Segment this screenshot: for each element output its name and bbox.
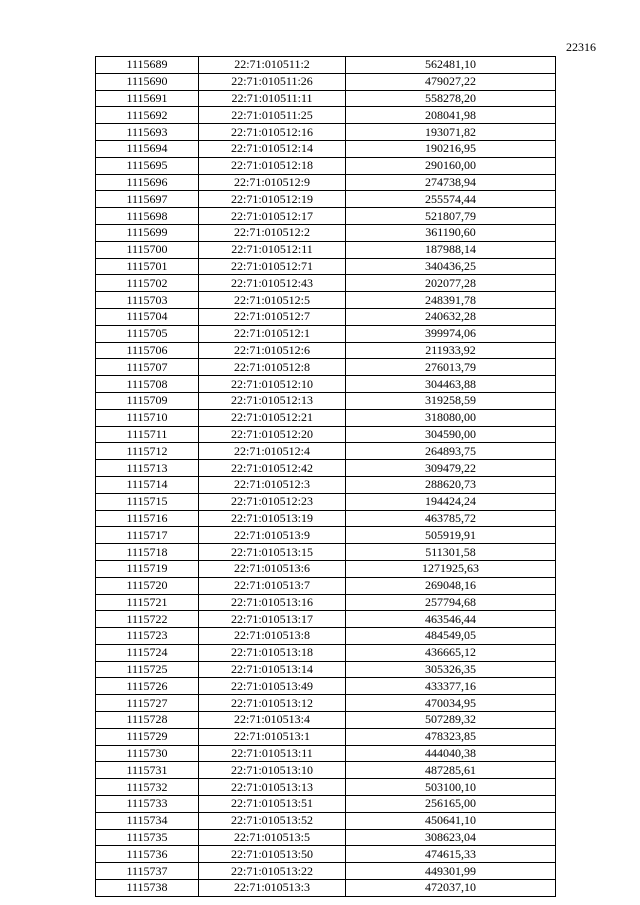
cadastral-value-cell: 276013,79 — [346, 359, 556, 376]
table-row — [96, 493, 556, 510]
cadastral-number-cell: 22:71:010512:71 — [199, 258, 346, 275]
row-number-cell: 1115720 — [96, 577, 199, 594]
cadastral-number-cell: 22:71:010513:1 — [199, 728, 346, 745]
row-number-cell: 1115715 — [96, 493, 199, 510]
table-row — [96, 644, 556, 661]
cadastral-number-cell: 22:71:010513:17 — [199, 611, 346, 628]
table-row — [96, 174, 556, 191]
cadastral-value-cell: 470034,95 — [346, 695, 556, 712]
cadastral-number-cell: 22:71:010513:12 — [199, 695, 346, 712]
page-number: 22316 — [566, 40, 596, 54]
cadastral-number-cell: 22:71:010513:3 — [199, 880, 346, 897]
row-number-cell: 1115710 — [96, 409, 199, 426]
table-row — [96, 325, 556, 342]
table-row — [96, 308, 556, 325]
table-row — [96, 376, 556, 393]
row-number-cell: 1115735 — [96, 829, 199, 846]
cadastral-value-cell: 202077,28 — [346, 275, 556, 292]
cadastral-number-cell: 22:71:010512:5 — [199, 292, 346, 309]
table-body — [96, 57, 556, 897]
table-row — [96, 140, 556, 157]
cadastral-number-cell: 22:71:010513:15 — [199, 544, 346, 561]
cadastral-number-cell: 22:71:010513:16 — [199, 594, 346, 611]
table-row — [96, 359, 556, 376]
table-row — [96, 796, 556, 813]
row-number-cell: 1115692 — [96, 107, 199, 124]
table-row — [96, 762, 556, 779]
table-row — [96, 208, 556, 225]
table-row — [96, 577, 556, 594]
cadastral-value-cell: 487285,61 — [346, 762, 556, 779]
cadastral-number-cell: 22:71:010512:11 — [199, 241, 346, 258]
row-number-cell: 1115736 — [96, 846, 199, 863]
table-row — [96, 846, 556, 863]
row-number-cell: 1115712 — [96, 443, 199, 460]
cadastral-number-cell: 22:71:010512:42 — [199, 460, 346, 477]
cadastral-value-cell: 463546,44 — [346, 611, 556, 628]
row-number-cell: 1115695 — [96, 157, 199, 174]
table-row — [96, 829, 556, 846]
cadastral-value-cell: 193071,82 — [346, 124, 556, 141]
cadastral-value-cell: 399974,06 — [346, 325, 556, 342]
cadastral-number-cell: 22:71:010512:14 — [199, 140, 346, 157]
cadastral-value-cell: 463785,72 — [346, 510, 556, 527]
cadastral-number-cell: 22:71:010512:4 — [199, 443, 346, 460]
cadastral-value-cell: 436665,12 — [346, 644, 556, 661]
row-number-cell: 1115729 — [96, 728, 199, 745]
table-row — [96, 510, 556, 527]
cadastral-number-cell: 22:71:010512:2 — [199, 224, 346, 241]
row-number-cell: 1115723 — [96, 628, 199, 645]
cadastral-number-cell: 22:71:010513:7 — [199, 577, 346, 594]
cadastral-value-cell: 562481,10 — [346, 57, 556, 74]
cadastral-number-cell: 22:71:010512:3 — [199, 476, 346, 493]
row-number-cell: 1115737 — [96, 863, 199, 880]
table-row — [96, 863, 556, 880]
row-number-cell: 1115725 — [96, 661, 199, 678]
row-number-cell: 1115738 — [96, 880, 199, 897]
row-number-cell: 1115711 — [96, 426, 199, 443]
cadastral-value-cell: 257794,68 — [346, 594, 556, 611]
row-number-cell: 1115718 — [96, 544, 199, 561]
cadastral-number-cell: 22:71:010512:6 — [199, 342, 346, 359]
cadastral-value-cell: 190216,95 — [346, 140, 556, 157]
cadastral-number-cell: 22:71:010512:9 — [199, 174, 346, 191]
table-row — [96, 560, 556, 577]
table-row — [96, 258, 556, 275]
row-number-cell: 1115727 — [96, 695, 199, 712]
cadastral-number-cell: 22:71:010513:14 — [199, 661, 346, 678]
row-number-cell: 1115696 — [96, 174, 199, 191]
row-number-cell: 1115709 — [96, 392, 199, 409]
cadastral-value-table — [95, 56, 556, 897]
table-row — [96, 728, 556, 745]
row-number-cell: 1115722 — [96, 611, 199, 628]
table-row — [96, 712, 556, 729]
cadastral-value-cell: 361190,60 — [346, 224, 556, 241]
table-row — [96, 342, 556, 359]
table-row — [96, 57, 556, 74]
cadastral-number-cell: 22:71:010513:50 — [199, 846, 346, 863]
cadastral-number-cell: 22:71:010513:51 — [199, 796, 346, 813]
table-row — [96, 73, 556, 90]
cadastral-value-cell: 558278,20 — [346, 90, 556, 107]
cadastral-value-cell: 248391,78 — [346, 292, 556, 309]
row-number-cell: 1115728 — [96, 712, 199, 729]
table-row — [96, 191, 556, 208]
cadastral-value-cell: 433377,16 — [346, 678, 556, 695]
table-row — [96, 527, 556, 544]
table-row — [96, 695, 556, 712]
table-row — [96, 224, 556, 241]
cadastral-number-cell: 22:71:010513:4 — [199, 712, 346, 729]
cadastral-number-cell: 22:71:010512:21 — [199, 409, 346, 426]
row-number-cell: 1115706 — [96, 342, 199, 359]
cadastral-value-cell: 1271925,63 — [346, 560, 556, 577]
table-row — [96, 107, 556, 124]
table-row — [96, 292, 556, 309]
cadastral-number-cell: 22:71:010511:11 — [199, 90, 346, 107]
cadastral-number-cell: 22:71:010513:5 — [199, 829, 346, 846]
cadastral-value-cell: 444040,38 — [346, 745, 556, 762]
table-row — [96, 275, 556, 292]
cadastral-number-cell: 22:71:010513:52 — [199, 812, 346, 829]
table-row — [96, 544, 556, 561]
cadastral-number-cell: 22:71:010512:16 — [199, 124, 346, 141]
cadastral-value-cell: 507289,32 — [346, 712, 556, 729]
cadastral-number-cell: 22:71:010511:26 — [199, 73, 346, 90]
cadastral-number-cell: 22:71:010513:13 — [199, 779, 346, 796]
cadastral-number-cell: 22:71:010512:17 — [199, 208, 346, 225]
row-number-cell: 1115702 — [96, 275, 199, 292]
row-number-cell: 1115708 — [96, 376, 199, 393]
cadastral-number-cell: 22:71:010512:18 — [199, 157, 346, 174]
cadastral-number-cell: 22:71:010513:22 — [199, 863, 346, 880]
cadastral-value-cell: 450641,10 — [346, 812, 556, 829]
row-number-cell: 1115707 — [96, 359, 199, 376]
cadastral-value-cell: 211933,92 — [346, 342, 556, 359]
cadastral-value-cell: 340436,25 — [346, 258, 556, 275]
cadastral-value-cell: 472037,10 — [346, 880, 556, 897]
row-number-cell: 1115703 — [96, 292, 199, 309]
row-number-cell: 1115705 — [96, 325, 199, 342]
table-row — [96, 812, 556, 829]
cadastral-number-cell: 22:71:010512:10 — [199, 376, 346, 393]
table-row — [96, 409, 556, 426]
table-row — [96, 745, 556, 762]
cadastral-number-cell: 22:71:010513:19 — [199, 510, 346, 527]
cadastral-value-cell: 274738,94 — [346, 174, 556, 191]
cadastral-value-cell: 319258,59 — [346, 392, 556, 409]
cadastral-number-cell: 22:71:010511:25 — [199, 107, 346, 124]
cadastral-value-cell: 308623,04 — [346, 829, 556, 846]
row-number-cell: 1115719 — [96, 560, 199, 577]
cadastral-number-cell: 22:71:010512:1 — [199, 325, 346, 342]
cadastral-value-cell: 269048,16 — [346, 577, 556, 594]
cadastral-number-cell: 22:71:010513:9 — [199, 527, 346, 544]
cadastral-value-cell: 255574,44 — [346, 191, 556, 208]
cadastral-number-cell: 22:71:010513:18 — [199, 644, 346, 661]
cadastral-value-cell: 479027,22 — [346, 73, 556, 90]
row-number-cell: 1115730 — [96, 745, 199, 762]
row-number-cell: 1115691 — [96, 90, 199, 107]
cadastral-number-cell: 22:71:010512:13 — [199, 392, 346, 409]
row-number-cell: 1115713 — [96, 460, 199, 477]
cadastral-number-cell: 22:71:010513:10 — [199, 762, 346, 779]
cadastral-value-cell: 187988,14 — [346, 241, 556, 258]
table-row — [96, 157, 556, 174]
table-row — [96, 611, 556, 628]
row-number-cell: 1115700 — [96, 241, 199, 258]
cadastral-value-cell: 290160,00 — [346, 157, 556, 174]
table-row — [96, 426, 556, 443]
cadastral-value-cell: 478323,85 — [346, 728, 556, 745]
table-row — [96, 880, 556, 897]
cadastral-value-cell: 305326,35 — [346, 661, 556, 678]
row-number-cell: 1115721 — [96, 594, 199, 611]
row-number-cell: 1115697 — [96, 191, 199, 208]
row-number-cell: 1115689 — [96, 57, 199, 74]
row-number-cell: 1115693 — [96, 124, 199, 141]
cadastral-number-cell: 22:71:010511:2 — [199, 57, 346, 74]
row-number-cell: 1115724 — [96, 644, 199, 661]
cadastral-value-cell: 511301,58 — [346, 544, 556, 561]
cadastral-number-cell: 22:71:010513:49 — [199, 678, 346, 695]
cadastral-value-cell: 288620,73 — [346, 476, 556, 493]
cadastral-value-cell: 256165,00 — [346, 796, 556, 813]
cadastral-value-cell: 208041,98 — [346, 107, 556, 124]
row-number-cell: 1115704 — [96, 308, 199, 325]
row-number-cell: 1115694 — [96, 140, 199, 157]
table-row — [96, 443, 556, 460]
row-number-cell: 1115690 — [96, 73, 199, 90]
row-number-cell: 1115714 — [96, 476, 199, 493]
table-row — [96, 476, 556, 493]
table-row — [96, 594, 556, 611]
row-number-cell: 1115698 — [96, 208, 199, 225]
cadastral-value-cell: 505919,91 — [346, 527, 556, 544]
row-number-cell: 1115716 — [96, 510, 199, 527]
table-row — [96, 460, 556, 477]
cadastral-value-cell: 240632,28 — [346, 308, 556, 325]
cadastral-value-cell: 521807,79 — [346, 208, 556, 225]
cadastral-number-cell: 22:71:010512:8 — [199, 359, 346, 376]
cadastral-number-cell: 22:71:010513:11 — [199, 745, 346, 762]
table-row — [96, 392, 556, 409]
cadastral-value-cell: 194424,24 — [346, 493, 556, 510]
row-number-cell: 1115726 — [96, 678, 199, 695]
row-number-cell: 1115731 — [96, 762, 199, 779]
cadastral-value-cell: 474615,33 — [346, 846, 556, 863]
row-number-cell: 1115717 — [96, 527, 199, 544]
cadastral-value-cell: 484549,05 — [346, 628, 556, 645]
cadastral-number-cell: 22:71:010513:6 — [199, 560, 346, 577]
cadastral-number-cell: 22:71:010513:8 — [199, 628, 346, 645]
table-row — [96, 90, 556, 107]
cadastral-number-cell: 22:71:010512:43 — [199, 275, 346, 292]
cadastral-value-cell: 449301,99 — [346, 863, 556, 880]
table-row — [96, 241, 556, 258]
cadastral-number-cell: 22:71:010512:20 — [199, 426, 346, 443]
table-row — [96, 678, 556, 695]
row-number-cell: 1115732 — [96, 779, 199, 796]
cadastral-number-cell: 22:71:010512:23 — [199, 493, 346, 510]
table-row — [96, 779, 556, 796]
table-row — [96, 661, 556, 678]
row-number-cell: 1115733 — [96, 796, 199, 813]
row-number-cell: 1115699 — [96, 224, 199, 241]
table-row — [96, 124, 556, 141]
cadastral-value-cell: 304463,88 — [346, 376, 556, 393]
cadastral-value-cell: 264893,75 — [346, 443, 556, 460]
row-number-cell: 1115734 — [96, 812, 199, 829]
cadastral-value-cell: 503100,10 — [346, 779, 556, 796]
cadastral-number-cell: 22:71:010512:7 — [199, 308, 346, 325]
row-number-cell: 1115701 — [96, 258, 199, 275]
cadastral-number-cell: 22:71:010512:19 — [199, 191, 346, 208]
cadastral-value-cell: 309479,22 — [346, 460, 556, 477]
table-row — [96, 628, 556, 645]
cadastral-value-cell: 318080,00 — [346, 409, 556, 426]
cadastral-value-cell: 304590,00 — [346, 426, 556, 443]
